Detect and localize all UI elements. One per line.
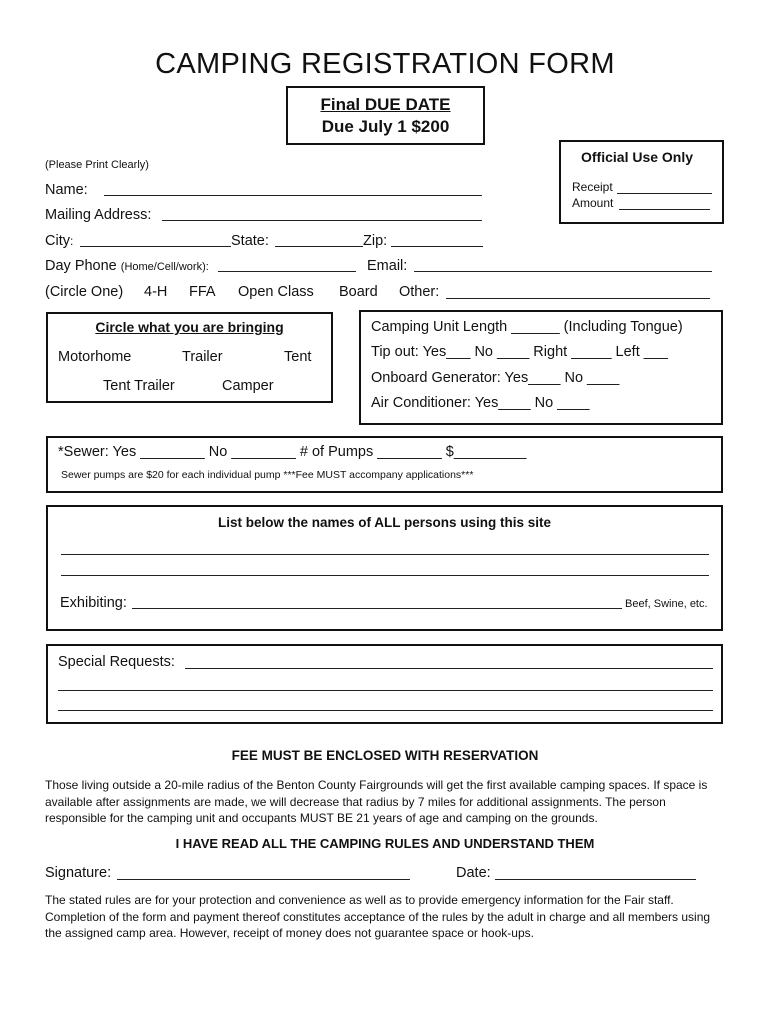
due-date-heading: Final DUE DATE: [320, 95, 451, 114]
state-label: State:: [231, 233, 269, 249]
other-label: Other:: [399, 284, 440, 300]
fee-heading: FEE MUST BE ENCLOSED WITH RESERVATION: [231, 748, 539, 763]
receipt-label: Receipt: [572, 180, 613, 194]
option-tent-trailer[interactable]: Tent Trailer: [103, 378, 175, 394]
closing-paragraph: The stated rules are for your protection and convenience as well as to provide emergency information for the Fair staff. Completion of the form and payment thereof constitutes acceptance of the rules by the adult in charge and all members using the assigned camp area. However, receipt of money does not guarantee space or hook-ups.: [45, 893, 711, 940]
rules-heading: I HAVE READ ALL THE CAMPING RULES AND UNDERSTAND THEM: [175, 836, 595, 851]
air-conditioner-line[interactable]: Air Conditioner: Yes____ No ____: [371, 395, 590, 411]
camping-unit-box: [359, 310, 723, 425]
due-date-box: [286, 86, 485, 145]
option-open-class[interactable]: Open Class: [238, 284, 314, 300]
bringing-heading: Circle what you are bringing: [95, 319, 284, 335]
print-note: (Please Print Clearly): [45, 159, 149, 171]
date-field[interactable]: [495, 879, 696, 880]
option-ffa[interactable]: FFA: [189, 284, 216, 300]
bringing-box: [46, 312, 333, 403]
special-requests-line-2[interactable]: [58, 690, 713, 691]
exhibiting-field[interactable]: [132, 608, 622, 609]
option-camper[interactable]: Camper: [222, 378, 274, 394]
email-field[interactable]: [414, 271, 712, 272]
special-requests-label: Special Requests:: [58, 654, 175, 670]
due-date-amount: Due July 1 $200: [321, 117, 450, 136]
amount-field[interactable]: [619, 209, 710, 210]
mailing-address-label: Mailing Address:: [45, 207, 152, 223]
name-field[interactable]: [104, 195, 482, 196]
sewer-note: Sewer pumps are $20 for each individual pump ***Fee MUST accompany applications***: [61, 469, 474, 481]
circle-one-label: (Circle One): [45, 284, 124, 300]
zip-field[interactable]: [391, 246, 483, 247]
persons-line-1[interactable]: [61, 554, 709, 555]
official-use-heading: Official Use Only: [581, 149, 694, 165]
fee-paragraph: Those living outside a 20-mile radius of the Benton County Fairgrounds will get the first available camping spaces. If space is available after assignments are made, we will decrease that radius by 7 miles for additional assignments. The person responsible for the camping unit and occupants MUST BE 21 years of age and camping on the grounds.: [45, 778, 708, 825]
day-phone-label: Day Phone (Home/Cell/work):: [45, 258, 209, 274]
date-label: Date:: [456, 865, 491, 881]
option-tent[interactable]: Tent: [284, 349, 312, 365]
name-label: Name:: [45, 182, 88, 198]
day-phone-field[interactable]: [218, 271, 356, 272]
form-title: CAMPING REGISTRATION FORM: [155, 48, 615, 80]
exhibiting-label: Exhibiting:: [60, 595, 127, 611]
official-use-box: [559, 140, 724, 224]
special-requests-box: [46, 644, 723, 724]
city-label: City:: [45, 233, 74, 249]
sewer-box: [46, 436, 723, 493]
receipt-field[interactable]: [617, 193, 712, 194]
option-trailer[interactable]: Trailer: [182, 349, 223, 365]
persons-box: [46, 505, 723, 631]
unit-length-line[interactable]: Camping Unit Length ______ (Including Tongue): [371, 319, 683, 335]
mailing-address-field[interactable]: [162, 220, 482, 221]
state-field[interactable]: [275, 246, 363, 247]
tip-out-line[interactable]: Tip out: Yes___ No ____ Right _____ Left ___: [371, 344, 668, 360]
special-requests-line-1[interactable]: [185, 668, 713, 669]
email-label: Email:: [367, 258, 408, 274]
option-board[interactable]: Board: [339, 284, 378, 300]
sewer-line[interactable]: *Sewer: Yes ________ No ________ # of Pumps ________ $_________: [58, 444, 527, 460]
city-field[interactable]: [80, 246, 231, 247]
signature-label: Signature:: [45, 865, 112, 881]
persons-heading: List below the names of ALL persons using this site: [217, 515, 552, 530]
persons-line-2[interactable]: [61, 575, 709, 576]
special-requests-line-3[interactable]: [58, 710, 713, 711]
signature-field[interactable]: [117, 879, 410, 880]
zip-label: Zip:: [363, 233, 388, 249]
other-field[interactable]: [446, 298, 710, 299]
exhibiting-note: Beef, Swine, etc.: [625, 598, 708, 610]
option-motorhome[interactable]: Motorhome: [58, 349, 132, 365]
amount-label: Amount: [572, 196, 614, 210]
generator-line[interactable]: Onboard Generator: Yes____ No ____: [371, 370, 620, 386]
option-4h[interactable]: 4-H: [144, 284, 168, 300]
